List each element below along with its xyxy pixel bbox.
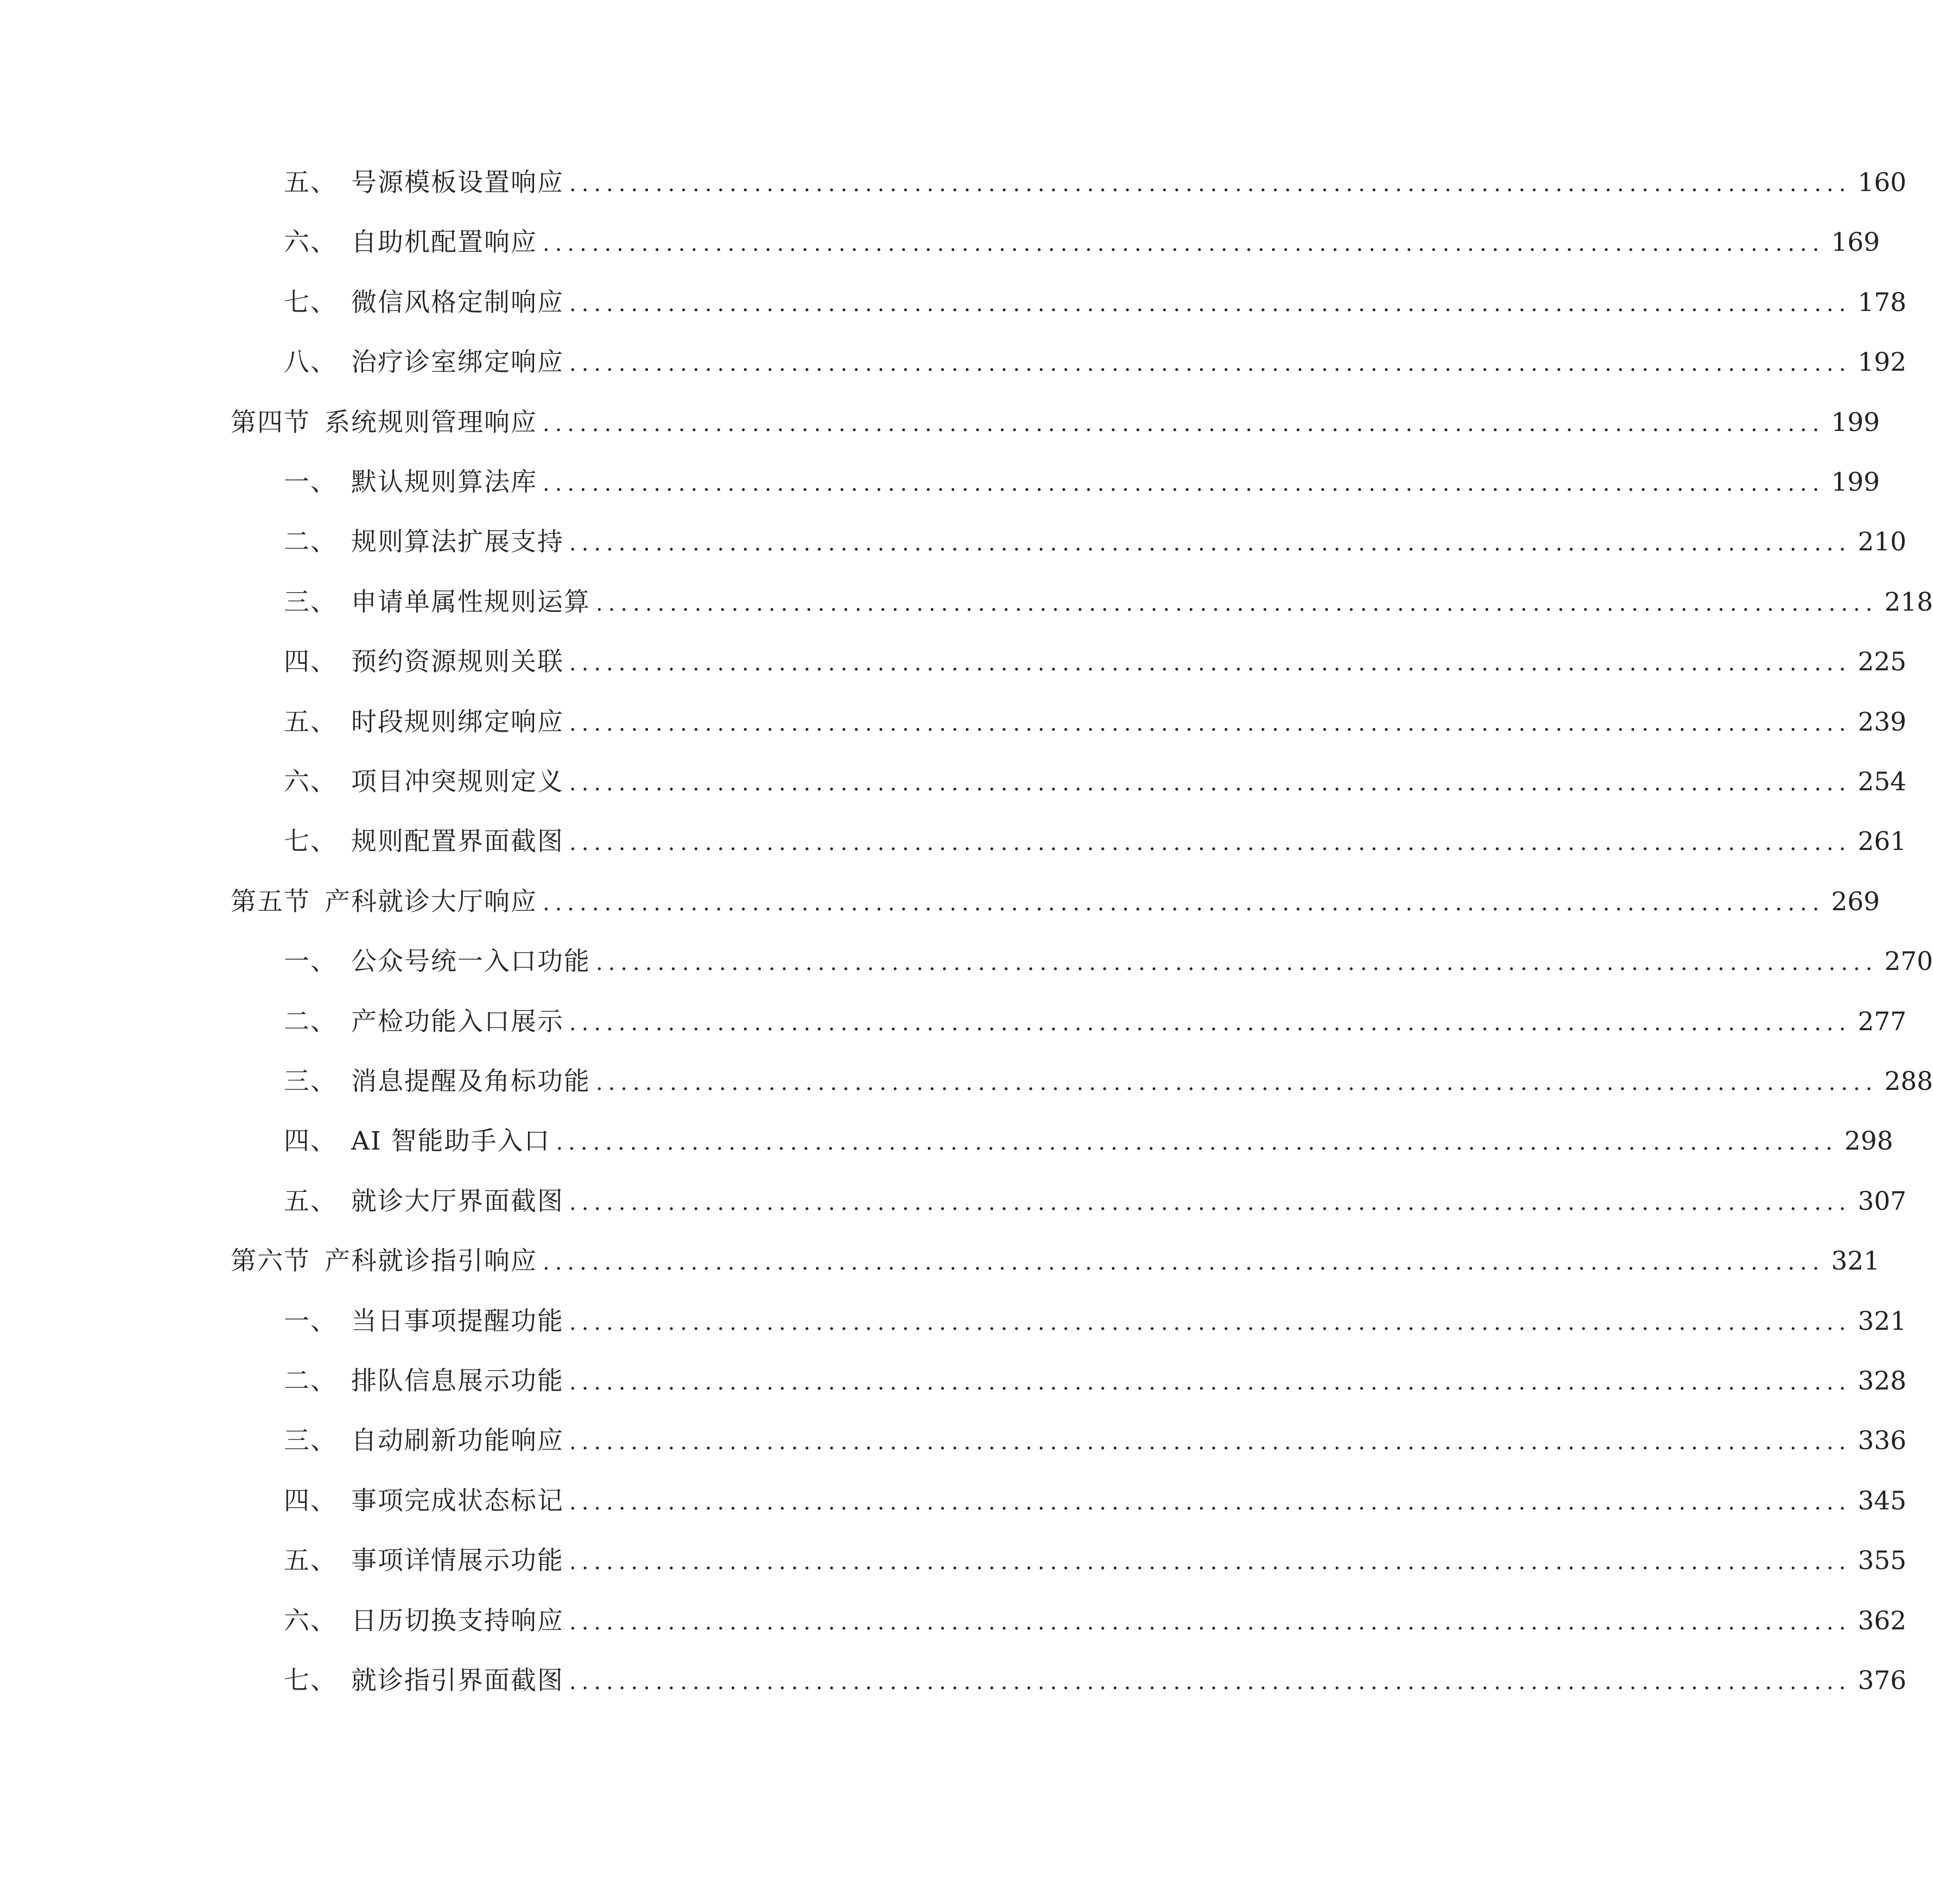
toc-page-number: 270: [1884, 947, 1933, 977]
toc-subsection-entry[interactable]: [284, 1419, 1907, 1463]
toc-entry-title: 就诊指引界面截图: [351, 1666, 564, 1696]
toc-entry-number: 一、: [284, 467, 337, 497]
toc-entry-title: 公众号统一入口功能: [351, 947, 590, 977]
toc-entry-number: 二、: [284, 527, 337, 557]
toc-entry-title: 规则配置界面截图: [351, 827, 564, 857]
toc-subsection-entry[interactable]: [284, 581, 1933, 624]
toc-entry-title: 时段规则绑定响应: [351, 707, 564, 737]
toc-entry-label: [284, 221, 537, 264]
toc-entry-label: [284, 1000, 564, 1044]
toc-entry-number: 三、: [284, 1426, 337, 1456]
toc-page-number: 345: [1858, 1486, 1907, 1516]
toc-page-number: 321: [1831, 1246, 1880, 1277]
toc-entry-title: 消息提醒及角标功能: [351, 1067, 590, 1096]
toc-dot-leader: ........................................................................................................: [543, 1250, 1825, 1275]
toc-dot-leader: ........................................................................................................: [596, 591, 1878, 616]
toc-subsection-entry[interactable]: [284, 1600, 1907, 1643]
toc-entry-title: 治疗诊室绑定响应: [351, 347, 564, 378]
toc-entry-number: 第四节: [231, 407, 310, 437]
toc-entry-label: [284, 1300, 564, 1343]
toc-subsection-entry[interactable]: [284, 1000, 1907, 1044]
toc-entry-label: [284, 461, 537, 504]
toc-page-number: 288: [1884, 1067, 1933, 1096]
toc-dot-leader: ........................................................................................................: [543, 471, 1825, 496]
toc-entry-label: [284, 940, 590, 983]
toc-entry-title: 号源模板设置响应: [351, 168, 564, 198]
toc-entry-number: 六、: [284, 227, 337, 258]
toc-entry-title: 默认规则算法库: [351, 467, 537, 497]
toc-page-number: 178: [1858, 287, 1907, 318]
toc-entry-title: 产检功能入口展示: [351, 1006, 564, 1037]
toc-entry-label: [284, 820, 564, 864]
toc-subsection-entry[interactable]: [284, 1120, 1893, 1163]
toc-page-number: 160: [1858, 168, 1907, 198]
toc-entry-number: 三、: [284, 587, 337, 617]
toc-subsection-entry[interactable]: [284, 1539, 1907, 1583]
toc-page-number: 261: [1858, 827, 1907, 857]
toc-page-number: 239: [1858, 707, 1907, 737]
toc-page-number: 298: [1844, 1126, 1893, 1157]
toc-entry-number: 六、: [284, 1605, 337, 1636]
toc-dot-leader: ........................................................................................................: [569, 351, 1852, 377]
toc-entry-label: [284, 1480, 564, 1523]
toc-section-entry[interactable]: [231, 880, 1880, 924]
toc-page-number: 199: [1831, 467, 1880, 497]
toc-entry-title: 排队信息展示功能: [351, 1366, 564, 1396]
toc-page-number: 254: [1858, 767, 1907, 797]
toc-entry-number: 第六节: [231, 1246, 310, 1277]
toc-entry-label: [284, 161, 564, 205]
toc-dot-leader: ........................................................................................................: [569, 651, 1852, 676]
toc-page-number: 336: [1858, 1426, 1907, 1456]
toc-subsection-entry[interactable]: [284, 1180, 1907, 1223]
toc-dot-leader: ........................................................................................................: [569, 1550, 1852, 1575]
toc-page-number: 277: [1858, 1006, 1907, 1037]
toc-entry-label: [231, 1240, 537, 1283]
toc-page-number: 269: [1831, 886, 1880, 917]
toc-entry-number: 二、: [284, 1006, 337, 1037]
toc-page-number: 321: [1858, 1306, 1907, 1336]
toc-entry-label: [284, 581, 590, 624]
toc-entry-label: [284, 1360, 564, 1403]
toc-page-number: 218: [1884, 587, 1933, 617]
toc-entry-number: 五、: [284, 1546, 337, 1576]
toc-subsection-entry[interactable]: [284, 760, 1907, 804]
toc-dot-leader: ........................................................................................................: [569, 1670, 1852, 1694]
toc-entry-number: 七、: [284, 287, 337, 318]
toc-page-number: 169: [1831, 227, 1880, 258]
toc-entry-title: 产科就诊大厅响应: [325, 886, 537, 917]
toc-page-number: 328: [1858, 1366, 1907, 1396]
toc-subsection-entry[interactable]: [284, 161, 1907, 205]
toc-dot-leader: ........................................................................................................: [569, 830, 1852, 856]
toc-dot-leader: ........................................................................................................: [569, 531, 1852, 556]
toc-subsection-entry[interactable]: [284, 701, 1907, 744]
toc-entry-label: [284, 1539, 564, 1583]
toc-entry-title: 微信风格定制响应: [351, 287, 564, 318]
toc-entry-label: [284, 1419, 564, 1463]
toc-page-number: 210: [1858, 527, 1907, 557]
toc-dot-leader: ........................................................................................................: [569, 1370, 1852, 1395]
toc-entry-number: 四、: [284, 647, 337, 677]
toc-page-number: 362: [1858, 1605, 1907, 1636]
toc-entry-number: 第五节: [231, 886, 310, 917]
toc-entry-title: 事项详情展示功能: [351, 1546, 564, 1576]
toc-entry-label: [284, 1600, 564, 1643]
toc-subsection-entry[interactable]: [284, 521, 1907, 564]
toc-page-number: 376: [1858, 1666, 1907, 1696]
toc-entry-title: 日历切换支持响应: [351, 1605, 564, 1636]
toc-page-number: 225: [1858, 647, 1907, 677]
toc-entry-title: AI 智能助手入口: [351, 1126, 551, 1157]
toc-entry-number: 七、: [284, 827, 337, 857]
toc-subsection-entry[interactable]: [284, 1360, 1907, 1403]
toc-subsection-entry[interactable]: [284, 341, 1907, 384]
toc-dot-leader: ........................................................................................................: [543, 231, 1825, 257]
toc-entry-title: 自助机配置响应: [351, 227, 537, 258]
toc-subsection-entry[interactable]: [284, 1060, 1933, 1103]
toc-entry-label: [284, 341, 564, 384]
toc-entry-number: 七、: [284, 1666, 337, 1696]
toc-dot-leader: ........................................................................................................: [569, 1010, 1852, 1036]
toc-page-number: 199: [1831, 407, 1880, 437]
toc-entry-label: [231, 880, 537, 924]
toc-entry-number: 一、: [284, 947, 337, 977]
toc-section-entry[interactable]: [231, 401, 1880, 445]
toc-entry-number: 五、: [284, 1186, 337, 1216]
toc-entry-number: 五、: [284, 707, 337, 737]
toc-subsection-entry[interactable]: [284, 461, 1880, 504]
toc-dot-leader: ........................................................................................................: [543, 411, 1825, 436]
toc-entry-number: 六、: [284, 767, 337, 797]
toc-page-number: 307: [1858, 1186, 1907, 1216]
toc-entry-number: 一、: [284, 1306, 337, 1336]
toc-entry-number: 三、: [284, 1067, 337, 1096]
toc-entry-label: [284, 640, 564, 684]
toc-subsection-entry[interactable]: [284, 281, 1907, 325]
toc-entry-title: 当日事项提醒功能: [351, 1306, 564, 1336]
toc-subsection-entry[interactable]: [284, 820, 1907, 864]
toc-subsection-entry[interactable]: [284, 1480, 1907, 1523]
toc-subsection-entry[interactable]: [284, 940, 1933, 983]
toc-entry-label: [284, 760, 564, 804]
toc-page-number: 192: [1858, 347, 1907, 378]
toc-entry-label: [284, 1060, 590, 1103]
toc-entry-label: [284, 1120, 550, 1163]
toc-entry-number: 二、: [284, 1366, 337, 1396]
toc-subsection-entry[interactable]: [284, 1659, 1907, 1703]
toc-dot-leader: ........................................................................................................: [569, 291, 1852, 316]
toc-entry-title: 系统规则管理响应: [325, 407, 537, 437]
toc-dot-leader: ........................................................................................................: [569, 1190, 1852, 1215]
toc-dot-leader: ........................................................................................................: [556, 1130, 1838, 1156]
toc-entry-label: [284, 1659, 564, 1703]
toc-dot-leader: ........................................................................................................: [569, 710, 1852, 736]
toc-entry-title: 预约资源规则关联: [351, 647, 564, 677]
toc-entry-title: 项目冲突规则定义: [351, 767, 564, 797]
toc-entry-label: [284, 521, 564, 564]
toc-entry-number: 四、: [284, 1126, 337, 1157]
toc-entry-title: 规则算法扩展支持: [351, 527, 564, 557]
toc-entry-label: [284, 1180, 564, 1223]
toc-subsection-entry[interactable]: [284, 640, 1907, 684]
toc-dot-leader: ........................................................................................................: [569, 1310, 1852, 1335]
toc-dot-leader: ........................................................................................................: [569, 172, 1852, 196]
toc-dot-leader: ........................................................................................................: [596, 1070, 1878, 1095]
toc-section-entry[interactable]: [231, 1240, 1880, 1283]
toc-dot-leader: ........................................................................................................: [569, 1430, 1852, 1455]
toc-entry-label: [284, 701, 564, 744]
toc-entry-number: 四、: [284, 1486, 337, 1516]
toc-subsection-entry[interactable]: [284, 221, 1880, 264]
toc-dot-leader: ........................................................................................................: [596, 950, 1878, 976]
toc-entry-title: 事项完成状态标记: [351, 1486, 564, 1516]
toc-entry-number: 五、: [284, 168, 337, 198]
toc-entry-title: 就诊大厅界面截图: [351, 1186, 564, 1216]
toc-entry-number: 八、: [284, 347, 337, 378]
toc-dot-leader: ........................................................................................................: [569, 771, 1852, 796]
toc-page-number: 355: [1858, 1546, 1907, 1576]
toc-entry-title: 产科就诊指引响应: [325, 1246, 537, 1277]
toc-entry-label: [231, 401, 537, 445]
toc-entry-title: 自动刷新功能响应: [351, 1426, 564, 1456]
toc-entry-label: [284, 281, 564, 325]
toc-subsection-entry[interactable]: [284, 1300, 1907, 1343]
toc-dot-leader: ........................................................................................................: [569, 1609, 1852, 1635]
toc-dot-leader: ........................................................................................................: [543, 890, 1825, 916]
toc-dot-leader: ........................................................................................................: [569, 1489, 1852, 1515]
toc-entry-title: 申请单属性规则运算: [351, 587, 590, 617]
